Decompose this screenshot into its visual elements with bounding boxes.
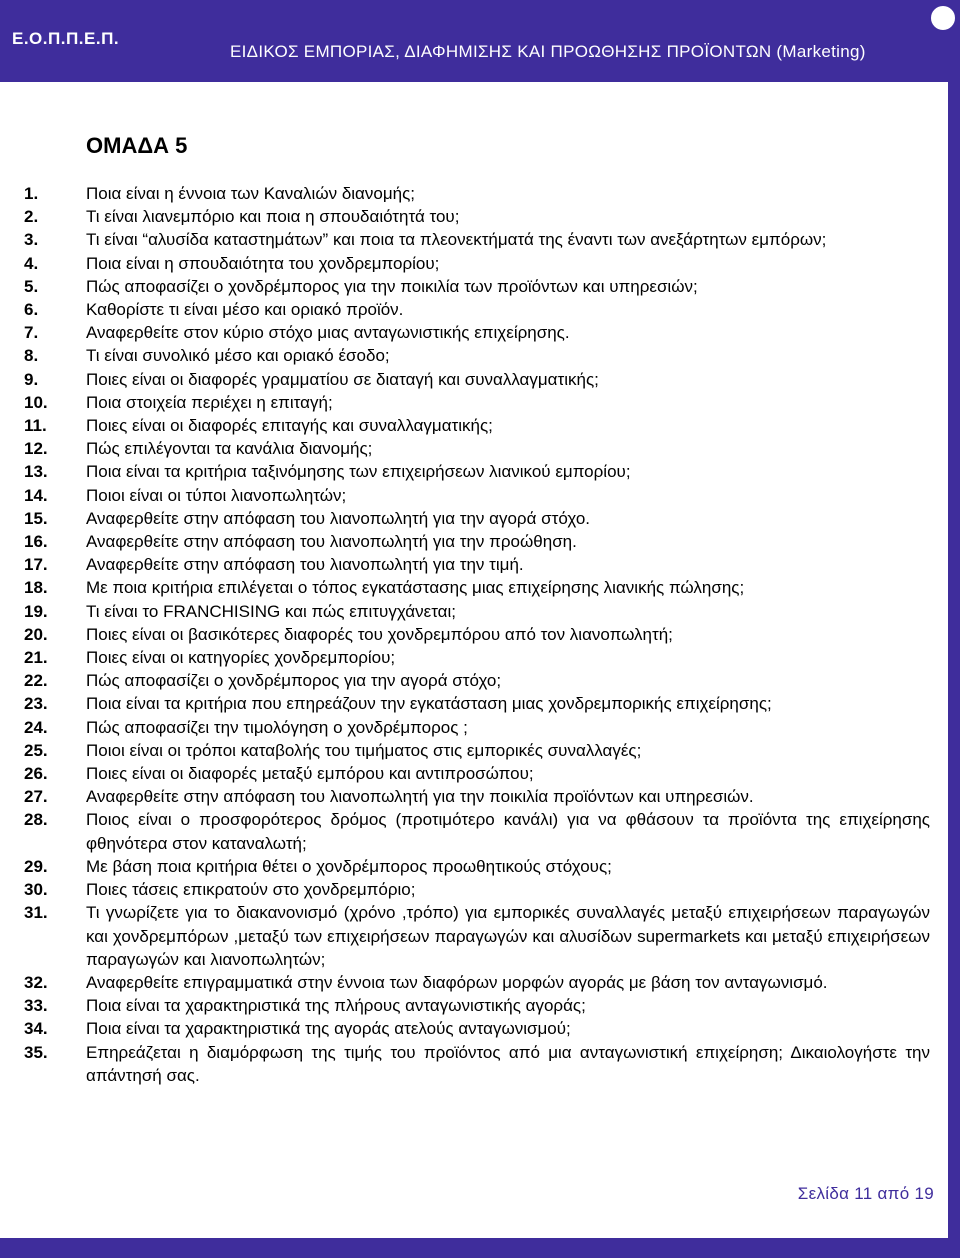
question-item	[24, 623, 930, 646]
question-item	[24, 716, 930, 739]
question-item	[24, 739, 930, 762]
question-text: Αναφερθείτε στην απόφαση του λιανοπωλητή για την προώθηση.	[86, 532, 577, 552]
question-number: 16.	[24, 532, 48, 552]
question-number: 6.	[24, 300, 39, 320]
question-item	[24, 530, 930, 553]
question-number: 11.	[24, 416, 47, 436]
question-text: Ποιες είναι οι κατηγορίες χονδρεμπορίου;	[86, 648, 396, 668]
question-number: 27.	[24, 787, 48, 807]
question-number: 23.	[24, 694, 48, 714]
question-text: Ποια είναι η έννοια των Καναλιών διανομής;	[86, 184, 416, 203]
question-text: Με ποια κριτήρια επιλέγεται ο τόπος εγκατάστασης μιας επιχείρησης λιανικής πώλησης;	[86, 578, 745, 598]
question-number: 20.	[24, 624, 48, 644]
question-item	[24, 994, 930, 1017]
question-item	[24, 344, 930, 367]
question-item	[24, 808, 930, 854]
question-text: Ποια είναι τα κριτήρια που επηρεάζουν την εγκατάσταση μιας χονδρεμπορικής επιχείρησης;	[86, 694, 772, 714]
question-item	[24, 437, 930, 460]
question-item	[24, 600, 930, 623]
question-item	[24, 391, 930, 414]
question-item	[24, 252, 930, 275]
question-number: 17.	[24, 555, 48, 575]
question-number: 9.	[24, 369, 39, 389]
question-item	[24, 692, 930, 715]
question-number: 35.	[24, 1042, 48, 1062]
organization-abbreviation: Ε.Ο.Π.Π.Ε.Π.	[12, 29, 120, 48]
question-item	[24, 878, 930, 901]
question-number: 3.	[24, 230, 39, 250]
question-number: 5.	[24, 276, 39, 296]
question-number: 25.	[24, 740, 48, 760]
question-text: Ποιες είναι οι διαφορές μεταξύ εμπόρου και αντιπροσώπου;	[86, 764, 534, 784]
question-item	[24, 646, 930, 669]
question-text: Τι είναι “αλυσίδα καταστημάτων” και ποια τα πλεονεκτήματά της έναντι των ανεξάρτητων εμπόρων;	[86, 230, 827, 250]
question-number: 18.	[24, 578, 48, 598]
question-item	[24, 669, 930, 692]
question-text: Τι είναι το FRANCHISING και πώς επιτυγχάνεται;	[86, 601, 456, 621]
question-text: Καθορίστε τι είναι μέσο και οριακό προϊόν.	[86, 300, 404, 320]
question-text: Ποιοι είναι οι τρόποι καταβολής του τιμήματος στις εμπορικές συναλλαγές;	[86, 740, 642, 760]
question-text: Ποια είναι τα χαρακτηριστικά της αγοράς ατελούς ανταγωνισμού;	[86, 1019, 571, 1039]
question-text: Ποια είναι τα κριτήρια ταξινόμησης των επιχειρήσεων λιανικού εμπορίου;	[86, 462, 631, 482]
question-item	[24, 785, 930, 808]
question-item	[24, 228, 930, 251]
question-number: 21.	[24, 648, 48, 668]
question-text: Ποιος είναι ο προσφορότερος δρόμος (προτιμότερο κανάλι) για να φθάσουν τα προϊόντα της επιχείρησης φθηνότερα στον καταναλωτή;	[86, 810, 930, 853]
question-number: 2.	[24, 207, 39, 227]
question-number: 4.	[24, 253, 39, 273]
question-number: 29.	[24, 856, 48, 876]
question-number: 14.	[24, 485, 48, 505]
question-text: Αναφερθείτε στην απόφαση του λιανοπωλητή για την ποικιλία προϊόντων και υπηρεσιών.	[86, 787, 754, 807]
question-item	[24, 368, 930, 391]
question-item	[24, 275, 930, 298]
footer-bar	[0, 1238, 960, 1258]
right-border-strip	[948, 0, 960, 1258]
question-number: 19.	[24, 601, 48, 621]
question-text: Ποια είναι τα χαρακτηριστικά της πλήρους ανταγωνιστικής αγοράς;	[86, 996, 586, 1016]
question-text: Αναφερθείτε στην απόφαση του λιανοπωλητή για την αγορά στόχο.	[86, 508, 591, 528]
question-number: 26.	[24, 764, 48, 784]
question-item	[24, 1017, 930, 1040]
question-item	[24, 460, 930, 483]
question-item	[24, 576, 930, 599]
question-text: Ποια στοιχεία περιέχει η επιταγή;	[86, 392, 333, 412]
question-number: 22.	[24, 671, 48, 691]
question-item	[24, 298, 930, 321]
question-number: 10.	[24, 392, 48, 412]
question-number: 15.	[24, 508, 48, 528]
question-item	[24, 484, 930, 507]
question-number: 32.	[24, 972, 48, 992]
question-number: 13.	[24, 462, 48, 482]
question-text: Επηρεάζεται η διαμόρφωση της τιμής του προϊόντος από μια ανταγωνιστική επιχείρηση; Δικαιολογήστε την απάντησή σας.	[86, 1042, 930, 1085]
question-item	[24, 553, 930, 576]
question-item	[24, 762, 930, 785]
header-bar	[0, 0, 960, 82]
question-item	[24, 901, 930, 971]
question-text: Τι είναι συνολικό μέσο και οριακό έσοδο;	[86, 346, 390, 366]
question-item	[24, 182, 930, 205]
question-item	[24, 1041, 930, 1087]
question-item	[24, 971, 930, 994]
document-title: ΕΙΔΙΚΟΣ ΕΜΠΟΡΙΑΣ, ΔΙΑΦΗΜΙΣΗΣ ΚΑΙ ΠΡΟΩΘΗΣΗΣ ΠΡΟΪΟΝΤΩΝ (Marketing)	[230, 42, 866, 61]
question-number: 28.	[24, 810, 48, 830]
question-number: 12.	[24, 439, 48, 459]
question-text: Πώς αποφασίζει ο χονδρέμπορος για την ποικιλία των προϊόντων και υπηρεσιών;	[86, 276, 698, 296]
question-item	[24, 414, 930, 437]
question-number: 8.	[24, 346, 39, 366]
question-text: Πώς αποφασίζει ο χονδρέμπορος για την αγορά στόχο;	[86, 671, 502, 691]
question-text: Αναφερθείτε στην απόφαση του λιανοπωλητή για την τιμή.	[86, 555, 524, 575]
question-text: Ποιες είναι οι διαφορές γραμματίου σε διαταγή και συναλλαγματικής;	[86, 369, 599, 389]
question-item	[24, 205, 930, 228]
question-text: Ποια είναι η σπουδαιότητα του χονδρεμπορίου;	[86, 253, 440, 273]
question-number: 34.	[24, 1019, 48, 1039]
question-text: Με βάση ποια κριτήρια θέτει ο χονδρέμπορος προωθητικούς στόχους;	[86, 856, 612, 876]
question-text: Πώς αποφασίζει την τιμολόγηση ο χονδρέμπορος ;	[86, 717, 468, 737]
question-text: Αναφερθείτε στον κύριο στόχο μιας ανταγωνιστικής επιχείρησης.	[86, 323, 570, 343]
question-text: Ποιοι είναι οι τύποι λιανοπωλητών;	[86, 485, 347, 505]
question-text: Ποιες είναι οι βασικότερες διαφορές του χονδρεμπόρου από τον λιανοπωλητή;	[86, 624, 673, 644]
question-number: 7.	[24, 323, 39, 343]
question-text: Τι είναι λιανεμπόριο και ποια η σπουδαιότητά του;	[86, 207, 460, 227]
question-item	[24, 855, 930, 878]
question-text: Ποιες είναι οι διαφορές επιταγής και συναλλαγματικής;	[86, 416, 493, 436]
question-number: 30.	[24, 880, 48, 900]
question-text: Τι γνωρίζετε για το διακανονισμό (χρόνο ,τρόπο) για εμπορικές συναλλαγές μεταξύ επιχειρήσεων παραγωγών και χονδρεμπόρων ,μεταξύ των επιχειρήσεων παραγωγών και αλυσίδων supermarkets και μεταξύ επιχειρήσεων παραγωγών και λιανοπωλητών;	[86, 903, 930, 969]
corner-circle-icon	[929, 4, 957, 32]
question-number: 33.	[24, 996, 48, 1016]
question-text: Ποιες τάσεις επικρατούν στο χονδρεμπόριο;	[86, 880, 416, 900]
question-number: 24.	[24, 717, 48, 737]
questions-list	[24, 182, 930, 1087]
group-title: ΟΜΑΔΑ 5	[86, 133, 188, 158]
question-item	[24, 507, 930, 530]
question-text: Αναφερθείτε επιγραμματικά στην έννοια των διαφόρων μορφών αγοράς με βάση τον ανταγωνισμό.	[86, 972, 828, 992]
question-text: Πώς επιλέγονται τα κανάλια διανομής;	[86, 439, 373, 459]
question-number: 1.	[24, 184, 39, 203]
page-number: Σελίδα 11 από 19	[797, 1184, 934, 1203]
question-number: 31.	[24, 903, 48, 923]
question-item	[24, 321, 930, 344]
